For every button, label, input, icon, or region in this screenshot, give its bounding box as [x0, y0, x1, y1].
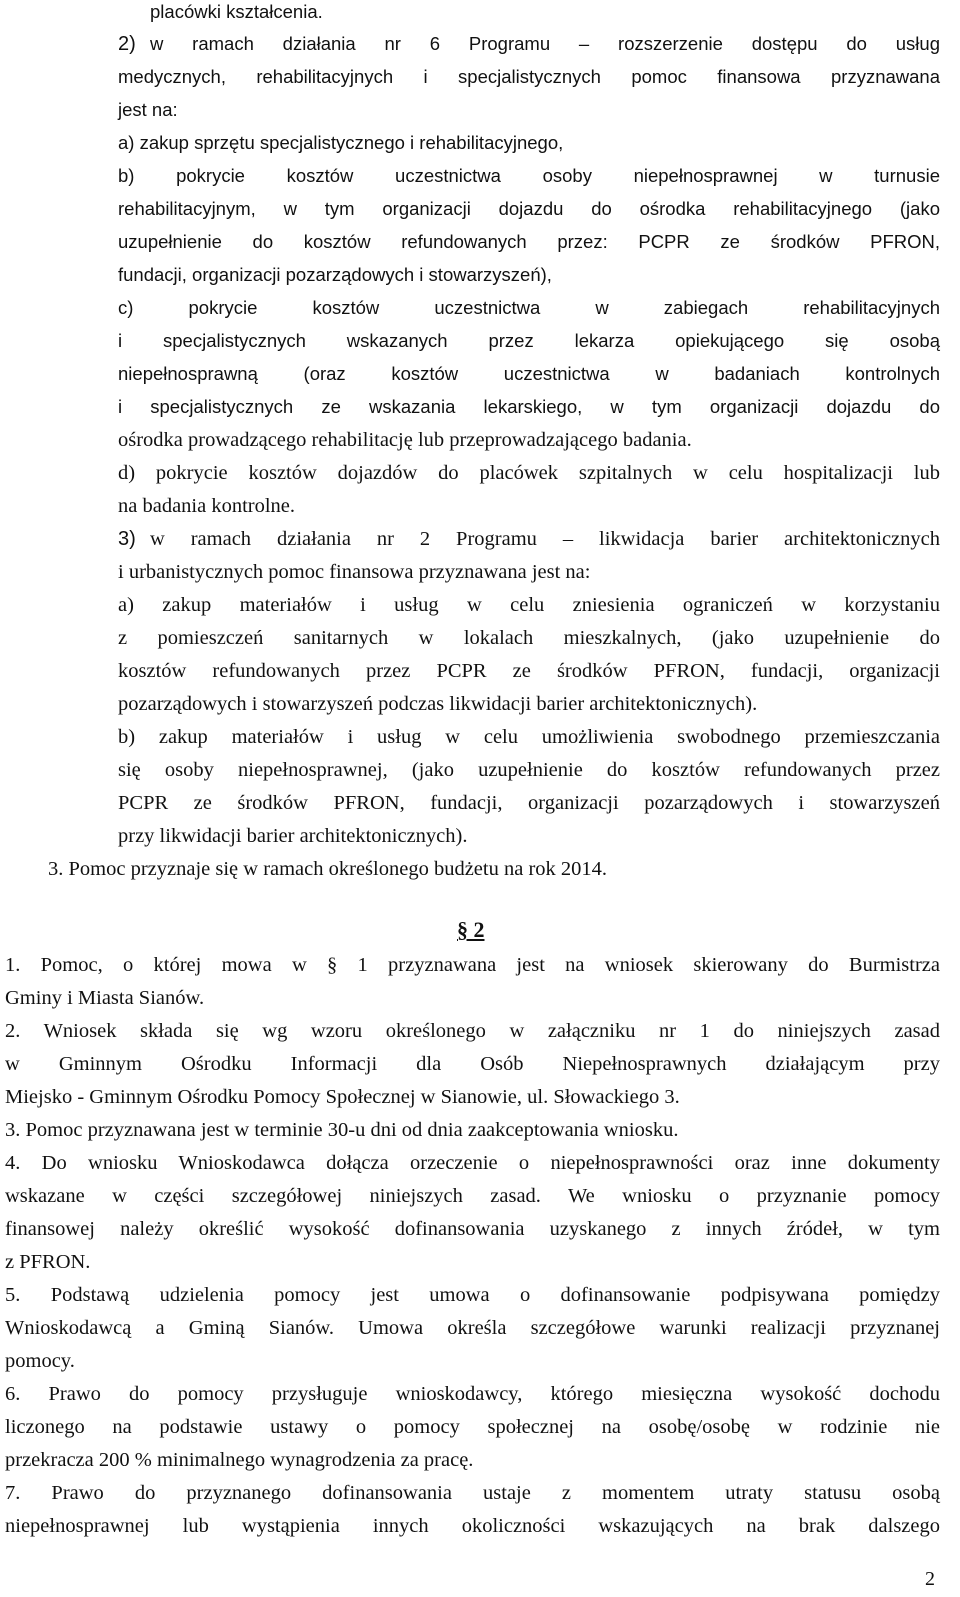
- text-line: z PFRON.: [5, 1251, 91, 1273]
- text-line: c) pokrycie kosztów uczestnictwa w zabiegach rehabilitacyjnych: [118, 297, 940, 318]
- text-line: placówki kształcenia.: [150, 1, 323, 22]
- text-line: na badania kontrolne.: [118, 495, 296, 517]
- text-line: 2. Wniosek składa się wg wzoru określonego w załączniku nr 1 do niniejszych zasad: [5, 1020, 940, 1042]
- text-line: niepełnosprawnej lub wystąpienia innych okoliczności wskazujących na brak dalszego: [5, 1515, 940, 1537]
- text-line: przy likwidacji barier architektonicznych).: [118, 825, 468, 847]
- text-line: jest na:: [118, 99, 178, 120]
- text-line: pomocy.: [5, 1350, 75, 1372]
- text-line: 3. Pomoc przyznawana jest w terminie 30-u dni od dnia zaakceptowania wniosku.: [5, 1119, 679, 1141]
- text-line: kosztów refundowanych przez PCPR ze środków PFRON, fundacji, organizacji: [118, 660, 940, 682]
- text-line: z pomieszczeń sanitarnych w lokalach mieszkalnych, (jako uzupełnienie do: [118, 627, 940, 649]
- text-line: się osoby niepełnosprawnej, (jako uzupełnienie do kosztów refundowanych przez: [118, 759, 940, 781]
- text-line: i specjalistycznych wskazanych przez lekarza opiekującego się osobą: [118, 330, 940, 351]
- text-line: fundacji, organizacji pozarządowych i stowarzyszeń),: [118, 264, 552, 285]
- text-line: PCPR ze środków PFRON, fundacji, organizacji pozarządowych i stowarzyszeń: [118, 792, 940, 814]
- text-line: wskazane w części szczegółowej niniejszych zasad. We wniosku o przyznanie pomocy: [5, 1185, 940, 1207]
- text-line: uzupełnienie do kosztów refundowanych przez: PCPR ze środków PFRON,: [118, 231, 940, 252]
- text-line: 5. Podstawą udzielenia pomocy jest umowa o dofinansowanie podpisywana pomiędzy: [5, 1284, 940, 1306]
- text-line: liczonego na podstawie ustawy o pomocy społecznej na osobę/osobę w rodzinie nie: [5, 1416, 940, 1438]
- list-number: 3): [118, 528, 136, 550]
- text-line: w Gminnym Ośrodku Informacji dla Osób Niepełnosprawnych działającym przy: [5, 1053, 940, 1075]
- text-line: rehabilitacyjnym, w tym organizacji dojazdu do ośrodka rehabilitacyjnego (jako: [118, 198, 940, 219]
- text-line: a) zakup sprzętu specjalistycznego i rehabilitacyjnego,: [118, 132, 564, 153]
- text-line: pozarządowych i stowarzyszeń podczas likwidacji barier architektonicznych).: [118, 693, 758, 715]
- text-line: 4. Do wniosku Wnioskodawca dołącza orzeczenie o niepełnosprawności oraz inne dokumenty: [5, 1152, 940, 1174]
- text-line: 6. Prawo do pomocy przysługuje wnioskodawcy, którego miesięczna wysokość dochodu: [5, 1383, 940, 1405]
- text-line: 3. Pomoc przyznaje się w ramach określonego budżetu na rok 2014.: [48, 858, 608, 880]
- text-line: i specjalistycznych ze wskazania lekarskiego, w tym organizacji dojazdu do: [118, 396, 940, 417]
- text-line: 7. Prawo do przyznanego dofinansowania ustaje z momentem utraty statusu osobą: [5, 1482, 940, 1504]
- text-line: i urbanistycznych pomoc finansowa przyznawana jest na:: [118, 561, 591, 583]
- text-line: a) zakup materiałów i usług w celu zniesienia ograniczeń w korzystaniu: [118, 594, 940, 616]
- list-number: 2): [118, 33, 136, 55]
- text-line: 1. Pomoc, o której mowa w § 1 przyznawana jest na wniosek skierowany do Burmistrza: [5, 954, 940, 976]
- page-number: 2: [925, 1568, 935, 1590]
- text-line: w ramach działania nr 6 Programu – rozszerzenie dostępu do usług: [150, 33, 940, 54]
- text-line: Miejsko - Gminnym Ośrodku Pomocy Społecznej w Sianowie, ul. Słowackiego 3.: [5, 1086, 680, 1108]
- text-line: w ramach działania nr 2 Programu – likwidacja barier architektonicznych: [150, 528, 940, 550]
- text-line: b) zakup materiałów i usług w celu umożliwienia swobodnego przemieszczania: [118, 726, 940, 748]
- text-line: finansowej należy określić wysokość dofinansowania uzyskanego z innych źródeł, w tym: [5, 1218, 940, 1240]
- text-line: przekracza 200 % minimalnego wynagrodzenia za pracę.: [5, 1449, 474, 1471]
- text-line: medycznych, rehabilitacyjnych i specjalistycznych pomoc finansowa przyznawana: [118, 66, 940, 87]
- text-line: Gminy i Miasta Sianów.: [5, 987, 205, 1009]
- text-line: ośrodka prowadzącego rehabilitację lub przeprowadzającego badania.: [118, 429, 692, 451]
- section-heading: § 2: [457, 917, 485, 942]
- text-line: d) pokrycie kosztów dojazdów do placówek szpitalnych w celu hospitalizacji lub: [118, 462, 940, 484]
- text-line: niepełnosprawną (oraz kosztów uczestnictwa w badaniach kontrolnych: [118, 363, 940, 384]
- text-line: Wnioskodawcą a Gminą Sianów. Umowa określa szczegółowe warunki realizacji przyznanej: [5, 1317, 940, 1339]
- text-line: b) pokrycie kosztów uczestnictwa osoby niepełnosprawnej w turnusie: [118, 165, 940, 186]
